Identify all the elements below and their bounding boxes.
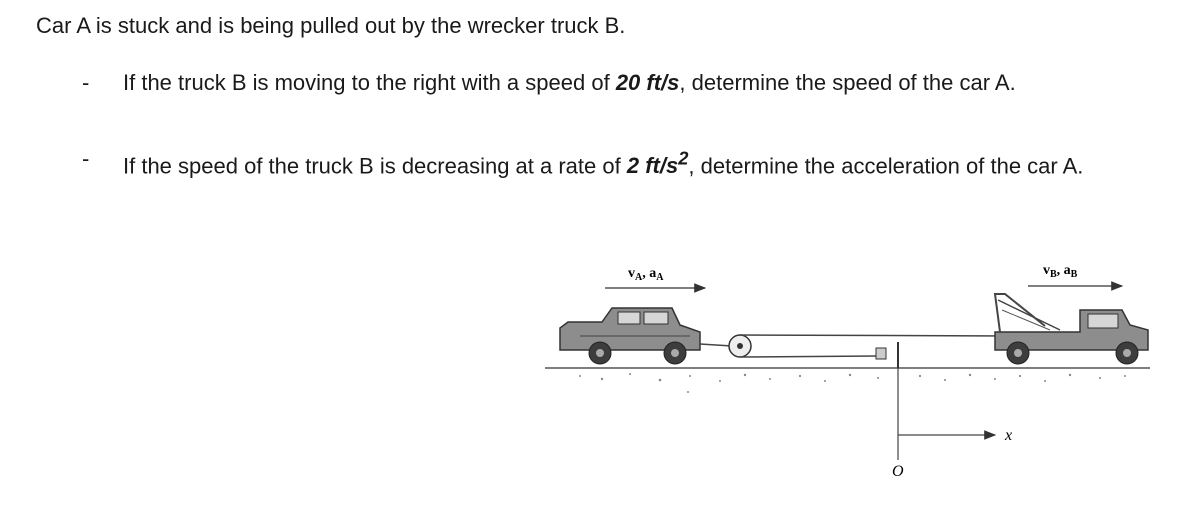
x-axis-label: x: [1005, 427, 1013, 444]
origin-label: O: [892, 463, 904, 480]
bullet-item-2: [123, 140, 1153, 185]
bullet-marker-1: -: [82, 70, 90, 95]
truck-velocity-label: $v_B$, $a_B$: [1043, 263, 1078, 280]
bullet-item-1: [123, 64, 1153, 102]
bullet-1-text-before: If the truck B is moving to the right with a speed of: [123, 70, 616, 95]
truck-b-drawing: [995, 294, 1148, 364]
car-velocity-label: $v_A$, $a_A$: [628, 266, 664, 283]
ground-gravel: [579, 373, 1126, 393]
bullet-1-text-after: , determine the speed of the car A.: [679, 70, 1016, 95]
problem-intro: Car A is stuck and is being pulled out by the wrecker truck B.: [36, 13, 626, 38]
car-a-drawing: [560, 308, 700, 364]
bullet-2-text-after: , determine the acceleration of the car A.: [688, 153, 1084, 179]
bullet-marker-2: -: [82, 146, 90, 171]
pulley-system: [700, 335, 1010, 368]
bullet-2-text-before: If the speed of the truck B is decreasing at a rate of: [123, 153, 627, 179]
bullet-1-speed-value: 20 ft/s: [615, 70, 680, 95]
bullet-2-rate-value: 2 $ft/s^2$: [626, 148, 689, 179]
figure-car-wrecker: [540, 250, 1160, 495]
